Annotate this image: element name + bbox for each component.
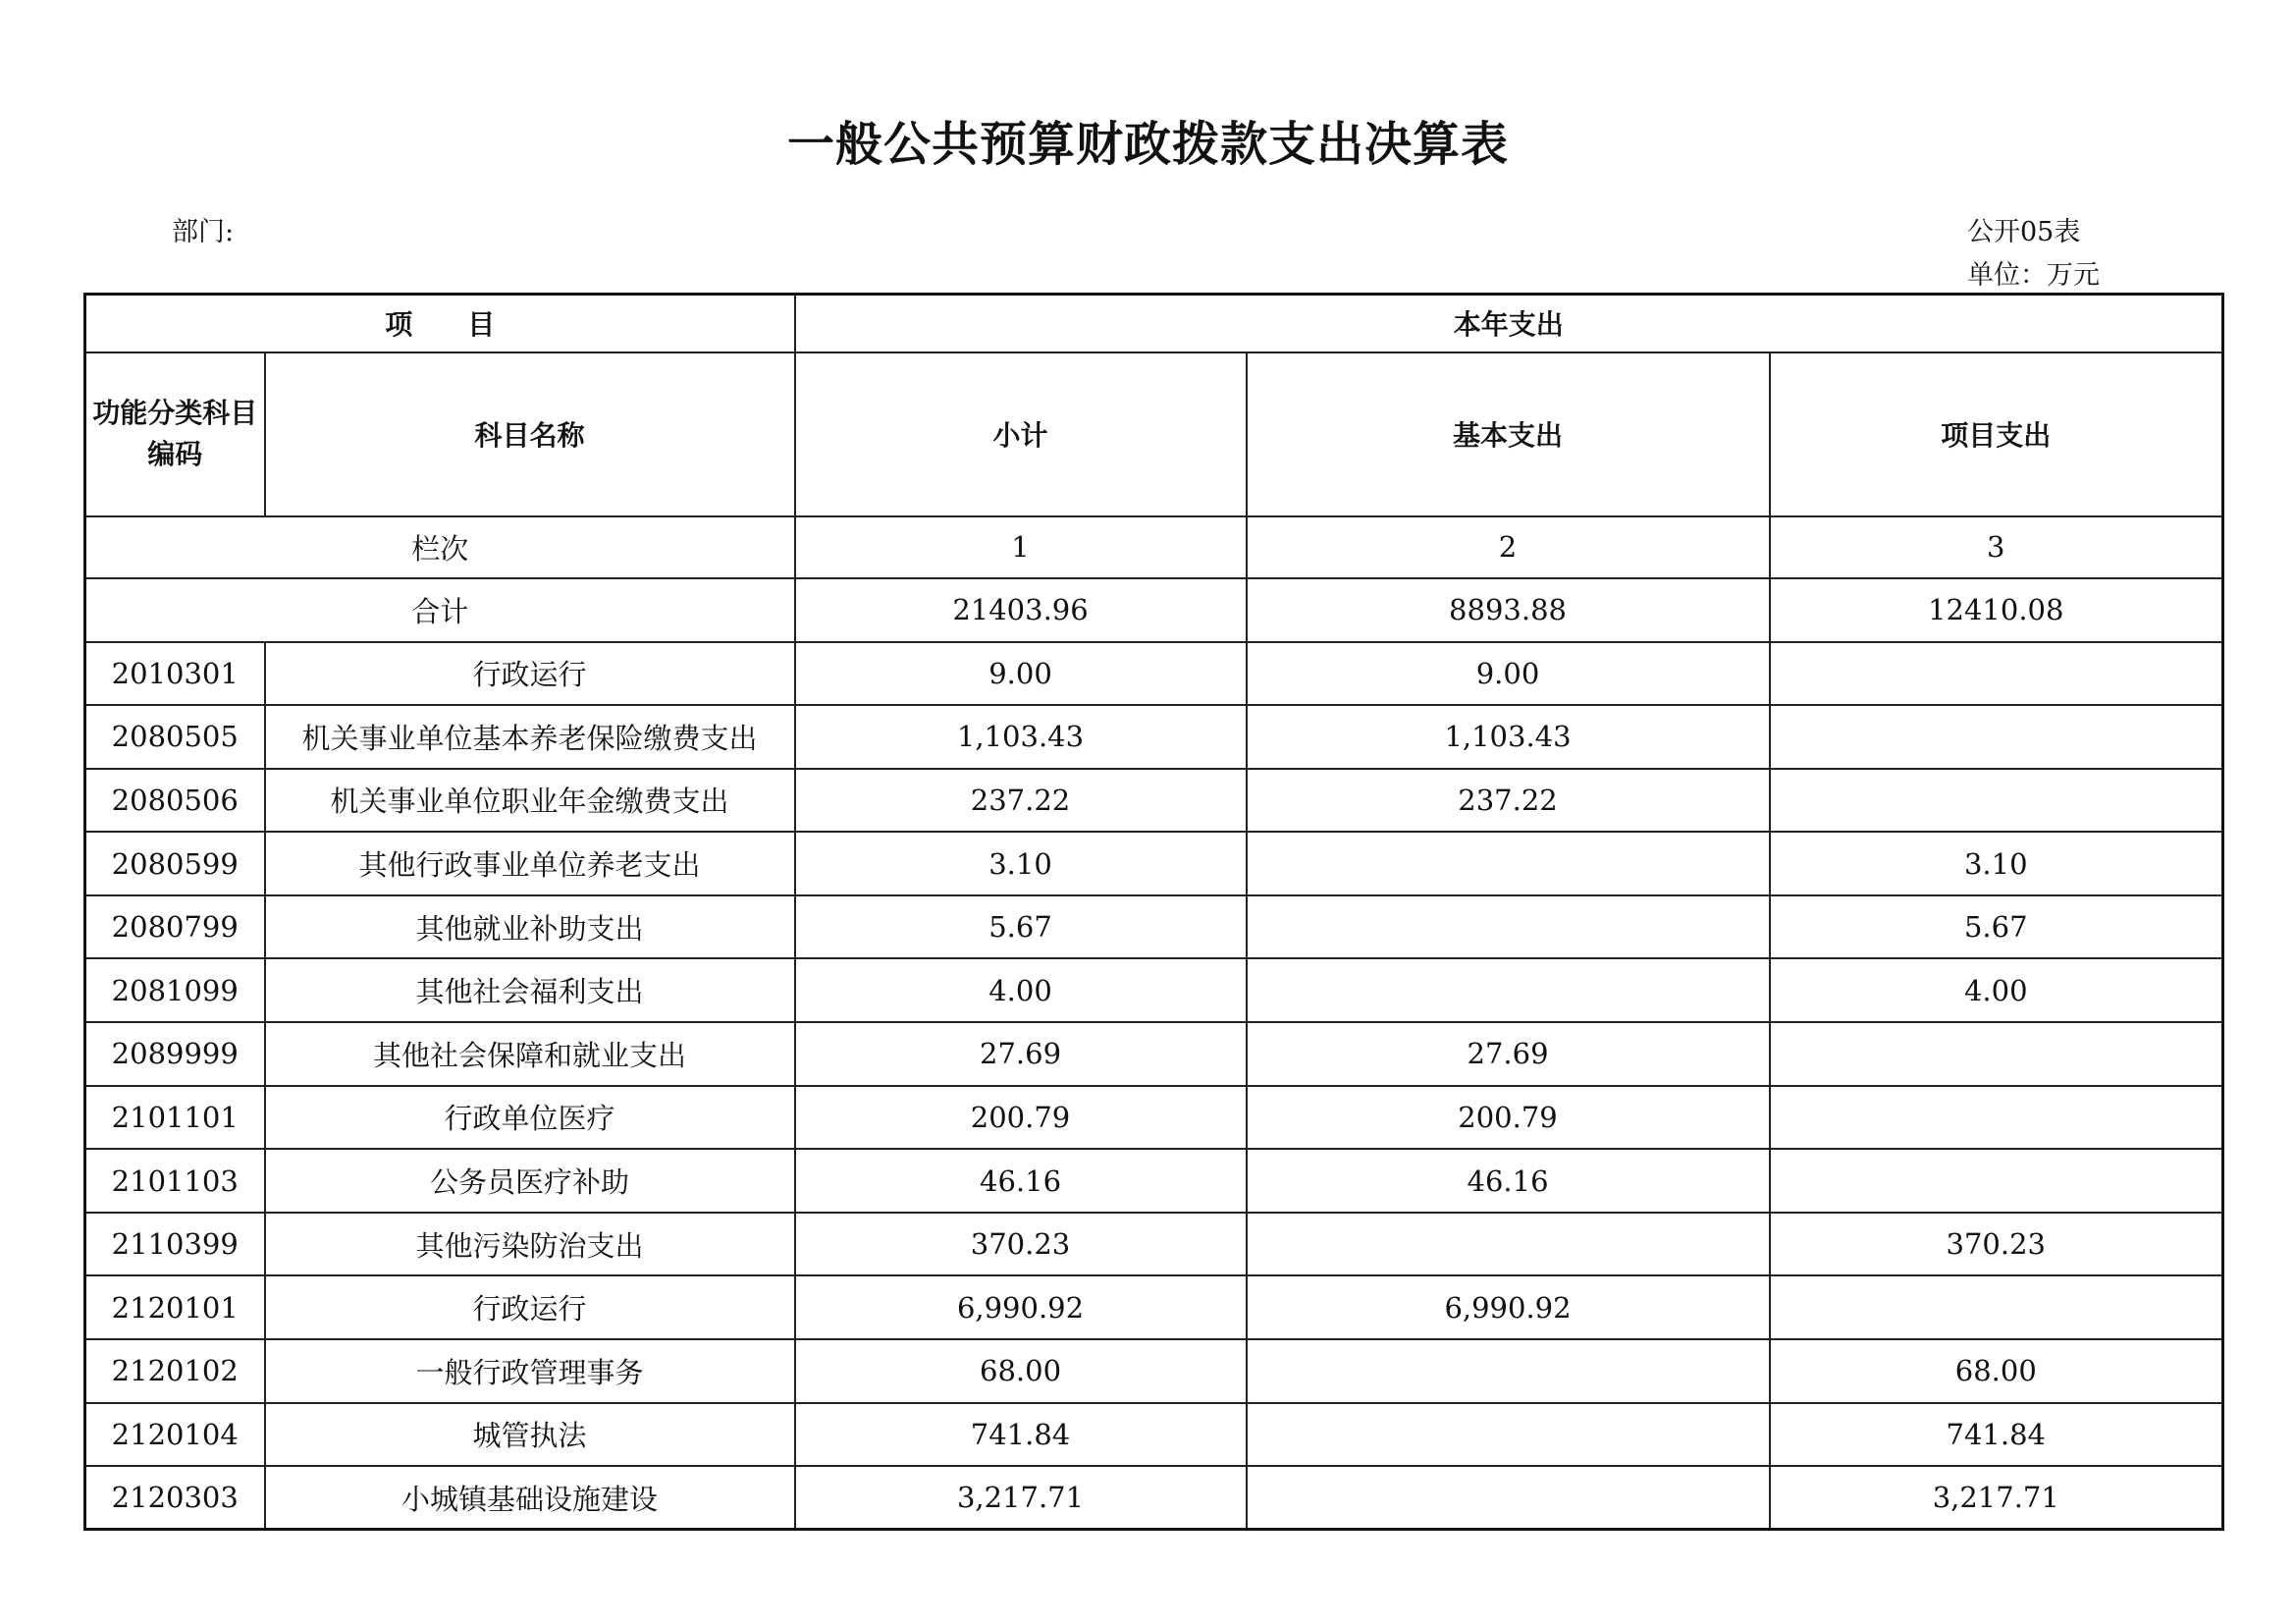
column-index-3: 3 (1770, 516, 2223, 578)
basic-expense-cell (1247, 895, 1770, 959)
project-expense-cell: 4.00 (1770, 958, 2223, 1022)
basic-expense-cell: 200.79 (1247, 1086, 1770, 1150)
function-code-cell: 2120101 (85, 1275, 265, 1339)
subject-name-cell: 公务员医疗补助 (265, 1149, 795, 1213)
subtotal-cell: 4.00 (795, 958, 1247, 1022)
function-code-cell: 2080599 (85, 832, 265, 895)
project-expense-cell (1770, 705, 2223, 769)
header-basic-expense: 基本支出 (1247, 352, 1770, 516)
subtotal-cell: 6,990.92 (795, 1275, 1247, 1339)
subtotal-cell: 3.10 (795, 832, 1247, 895)
table-row (85, 705, 2223, 769)
function-code-cell: 2010301 (85, 642, 265, 706)
column-index-label: 栏次 (85, 516, 795, 578)
basic-expense-cell (1247, 1213, 1770, 1276)
basic-expense-cell: 1,103.43 (1247, 705, 1770, 769)
subject-name-cell: 其他社会福利支出 (265, 958, 795, 1022)
header-row-1 (85, 295, 2223, 352)
project-expense-cell: 5.67 (1770, 895, 2223, 959)
project-expense-cell (1770, 769, 2223, 833)
subtotal-cell: 68.00 (795, 1339, 1247, 1403)
header-row-2 (85, 352, 2223, 516)
table-row (85, 958, 2223, 1022)
subtotal-cell: 741.84 (795, 1403, 1247, 1467)
basic-expense-cell: 9.00 (1247, 642, 1770, 706)
column-index-2: 2 (1247, 516, 1770, 578)
subject-name-cell: 机关事业单位基本养老保险缴费支出 (265, 705, 795, 769)
table-row (85, 1403, 2223, 1467)
subject-name-cell: 其他行政事业单位养老支出 (265, 832, 795, 895)
project-expense-cell: 3,217.71 (1770, 1466, 2223, 1530)
subject-name-cell: 小城镇基础设施建设 (265, 1466, 795, 1530)
page-title: 一般公共预算财政拨款支出决算表 (786, 117, 1509, 172)
basic-expense-cell: 237.22 (1247, 769, 1770, 833)
project-expense-cell: 3.10 (1770, 832, 2223, 895)
unit-label: 单位：万元 (1967, 260, 2100, 291)
subtotal-cell: 370.23 (795, 1213, 1247, 1276)
function-code-cell: 2080799 (85, 895, 265, 959)
basic-expense-cell (1247, 1339, 1770, 1403)
header-current-year-expense: 本年支出 (795, 295, 2223, 352)
header-function-code: 功能分类科目编码 (85, 352, 265, 516)
subject-name-cell: 行政运行 (265, 642, 795, 706)
project-expense-cell (1770, 642, 2223, 706)
project-expense-cell (1770, 1149, 2223, 1213)
function-code-cell: 2110399 (85, 1213, 265, 1276)
column-index-row (85, 516, 2223, 578)
table-row (85, 769, 2223, 833)
subject-name-cell: 行政单位医疗 (265, 1086, 795, 1150)
subtotal-cell: 27.69 (795, 1022, 1247, 1086)
table-row (85, 1022, 2223, 1086)
subtotal-cell: 237.22 (795, 769, 1247, 833)
subject-name-cell: 其他社会保障和就业支出 (265, 1022, 795, 1086)
subtotal-cell: 3,217.71 (795, 1466, 1247, 1530)
subject-name-cell: 一般行政管理事务 (265, 1339, 795, 1403)
function-code-cell: 2080506 (85, 769, 265, 833)
function-code-cell: 2080505 (85, 705, 265, 769)
basic-expense-cell (1247, 958, 1770, 1022)
table-row (85, 642, 2223, 706)
column-index-1: 1 (795, 516, 1247, 578)
project-expense-cell: 68.00 (1770, 1339, 2223, 1403)
function-code-cell: 2089999 (85, 1022, 265, 1086)
function-code-cell: 2101101 (85, 1086, 265, 1150)
total-project: 12410.08 (1770, 578, 2223, 642)
basic-expense-cell: 46.16 (1247, 1149, 1770, 1213)
table-row (85, 895, 2223, 959)
project-expense-cell (1770, 1022, 2223, 1086)
total-label: 合计 (85, 578, 795, 642)
header-subject-name: 科目名称 (265, 352, 795, 516)
table-row (85, 1213, 2223, 1276)
table-row (85, 1086, 2223, 1150)
subject-name-cell: 其他污染防治支出 (265, 1213, 795, 1276)
header-subtotal: 小计 (795, 352, 1247, 516)
table-row (85, 1339, 2223, 1403)
table-row (85, 832, 2223, 895)
total-basic: 8893.88 (1247, 578, 1770, 642)
function-code-cell: 2081099 (85, 958, 265, 1022)
header-item: 项 目 (85, 295, 795, 352)
table-row (85, 1275, 2223, 1339)
function-code-cell: 2120104 (85, 1403, 265, 1467)
subject-name-cell: 城管执法 (265, 1403, 795, 1467)
table-row (85, 1149, 2223, 1213)
subject-name-cell: 其他就业补助支出 (265, 895, 795, 959)
total-subtotal: 21403.96 (795, 578, 1247, 642)
table-code: 公开05表 (1967, 217, 2081, 247)
total-row (85, 578, 2223, 642)
project-expense-cell (1770, 1275, 2223, 1339)
basic-expense-cell (1247, 832, 1770, 895)
subtotal-cell: 46.16 (795, 1149, 1247, 1213)
project-expense-cell: 370.23 (1770, 1213, 2223, 1276)
basic-expense-cell (1247, 1403, 1770, 1467)
department-label: 部门: (172, 217, 235, 247)
basic-expense-cell (1247, 1466, 1770, 1530)
subtotal-cell: 9.00 (795, 642, 1247, 706)
function-code-cell: 2120102 (85, 1339, 265, 1403)
project-expense-cell: 741.84 (1770, 1403, 2223, 1467)
subtotal-cell: 200.79 (795, 1086, 1247, 1150)
subject-name-cell: 行政运行 (265, 1275, 795, 1339)
subject-name-cell: 机关事业单位职业年金缴费支出 (265, 769, 795, 833)
project-expense-cell (1770, 1086, 2223, 1150)
header-project-expense: 项目支出 (1770, 352, 2223, 516)
basic-expense-cell: 27.69 (1247, 1022, 1770, 1086)
function-code-cell: 2101103 (85, 1149, 265, 1213)
function-code-cell: 2120303 (85, 1466, 265, 1530)
subtotal-cell: 5.67 (795, 895, 1247, 959)
budget-table (83, 293, 2224, 1531)
subtotal-cell: 1,103.43 (795, 705, 1247, 769)
basic-expense-cell: 6,990.92 (1247, 1275, 1770, 1339)
table-row (85, 1466, 2223, 1530)
